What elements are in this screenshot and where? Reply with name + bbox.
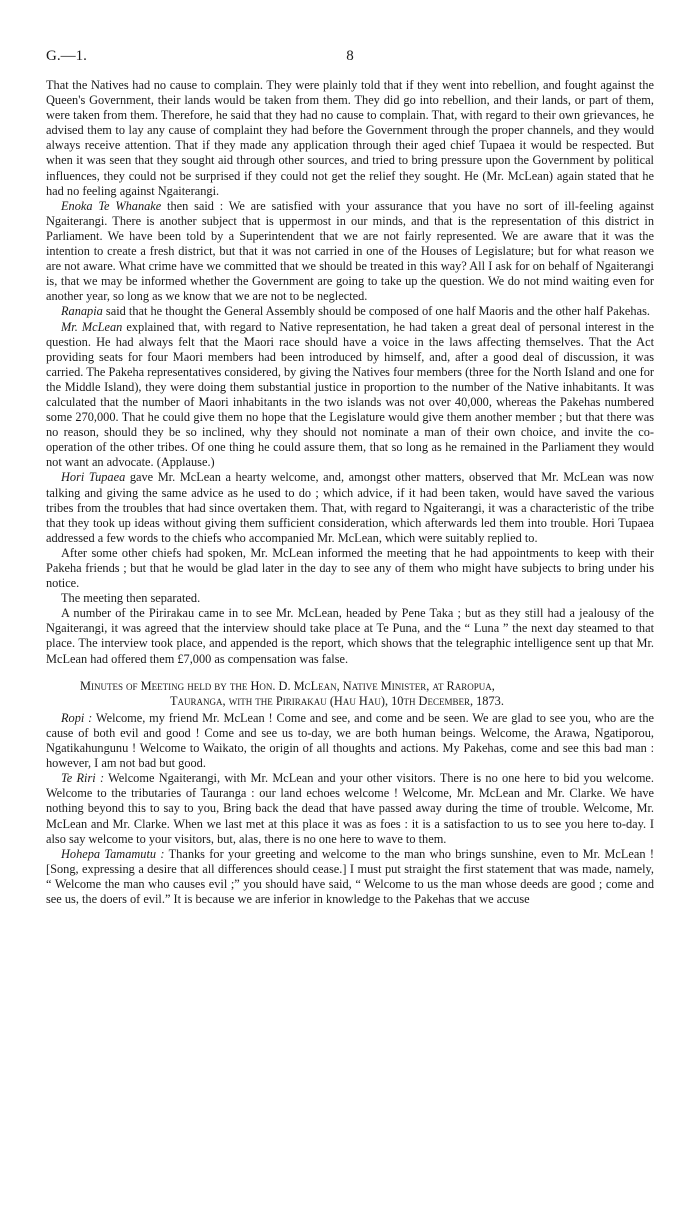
speaker-name: Mr. McLean [61,319,123,334]
minutes-paragraph: Hohepa Tamamutu : Thanks for your greeting and welcome to the man who brings sunshine, even to Mr. McLean ! [Song, expressing a desire that all differences should cease.] I must put straight the first statement that was made, namely, “ Welcome the man who causes evil ;” you should have said, “ Welcome to us the man whose deeds are good ; come and see us, the doers of evil.” It is because we are inferior in knowledge to the Pakehas that we accuse [46,846,654,906]
paragraph: A number of the Pirirakau came in to see Mr. McLean, headed by Pene Taka ; but as they still had a jealousy of the Ngaiterangi, it was agreed that the interview should take place at Te Puna, and the “ Luna ” the next day steamed to that place. The interview took place, and appended is the report, which shows that the telegraphic intelligence sent up that Mr. McLean had offered them £7,000 as compensation was false. [46,606,654,666]
document-body [46,78,654,907]
minutes-heading-line: Tauranga, with the Pirirakau (Hau Hau), 10th December, 1873. [170,693,504,708]
minutes-paragraph: Te Riri : Welcome Ngaiterangi, with Mr. McLean and your other visitors. There is no one here to bid you welcome. Welcome to the tributaries of Tauranga : our land echoes welcome ! Welcome, Mr. McLean and Mr. Clarke. We have nothing beyond this to say to you, Bring back the dead that have passed away during the time of trouble. Welcome, Mr. McLean and Mr. Clarke. When we last met at this place it was as foes : it is a satisfaction to us to see you here to-day. I also say welcome to your visitors, but, alas, there is no one here to wave to them. [46,771,654,846]
speaker-name: Hori Tupaea [61,470,126,485]
page-header [46,48,654,78]
minutes-paragraph: Ropi : Welcome, my friend Mr. McLean ! Come and see, and come and be seen. We are glad to see you, who are the cause of both evil and good ! Come and see us to-day, we are both human beings. Welcome, the Arawa, Ngatiporou, Ngatikahungunu ! Welcome to Waikato, the origin of all thoughts and actions. My Pakehas, come and see this bad man : however, I am not bad but good. [46,710,655,771]
speaker-name: Enoka Te Whanake [61,198,162,213]
speaker-name: Ranapia [61,304,103,319]
speaker-name: Ropi : [61,710,93,725]
paragraph: That the Natives had no cause to complain. They were plainly told that if they went into rebellion, and fought against the Queen's Government, their lands would be taken from them. They did go into rebellion, and their lands, or part of them, were taken from them. Therefore, he said that they had no cause to complain. That, with regard to their own grievances, he advised them to lay any cause of complaint they had before the Government through the proper channels, and they would always receive attention. That if they made any application through their aged chief Tupaea it would be respected. But when it was seen that they sought aid through other sources, and tried to bring pressure upon the Government by political influences, they could not be surprised if they could not get the relief they sought. He (Mr. McLean) again stated that he had no feeling against Ngaiterangi. [46,78,654,198]
page-number: 8 [346,48,354,64]
paragraph: After some other chiefs had spoken, Mr. McLean informed the meeting that he had appointments to keep with their Pakeha friends ; but that he would be glad later in the day to see any of them who might have subjects to bring under his notice. [46,545,654,591]
minutes-heading [46,679,654,709]
speaker-name: Hohepa Tamamutu : [61,846,165,861]
speaker-name: Te Riri : [61,771,105,786]
paragraph: Enoka Te Whanake then said : We are satisfied with your assurance that you have no sort of ill-feeling against Ngaiterangi. There is another subject that is uppermost in our minds, and that is the representation of this district in Parliament. We have been told by a Superintendent that we are not fairly represented. We are aware that it was the intention to create a fresh district, but that it was not carried in one of the Houses of Legislature; but for what reason we are not aware. What crime have we committed that we should be treated in this way? All I ask for on behalf of Ngaiterangi is, that we may be informed whether the Government are going to take up the question. We do not mind waiting even for another year, so long as we know that we are not to be neglected. [46,198,654,304]
paragraph: The meeting then separated. [61,591,201,606]
paragraph: Hori Tupaea gave Mr. McLean a hearty welcome, and, amongst other matters, observed that Mr. McLean was now talking and giving the same advice as he used to do ; which advice, if it had been taken, would have saved the various tribes from the troubles that had since overtaken them. That, with regard to Ngaiterangi, it was a characteristic of the tribe that they took up ideas without giving them sufficient consideration, which afterwards led them into trouble. Hori Tupaea addressed a few words to the chiefs who accompanied Mr. McLean, which were suitably replied to. [46,470,654,545]
document-reference: G.—1. [46,48,87,64]
paragraph: Mr. McLean explained that, with regard to Native representation, he had taken a great deal of personal interest in the question. He had always felt that the Maori race should have a voice in the laws affecting themselves. That the Act providing seats for four Maori members had been introduced by himself, and, after a good deal of discussion, it was carried. The Pakeha representatives considered, by giving the Natives four members (three for the North Island and one for the Middle Island), they were doing them substantial justice in proportion to the number of the Native inhabitants. It was calculated that the number of Maori inhabitants in the two islands was not over 40,000, whereas the Pakehas numbered some 270,000. That he could give them no hope that the Legislature would give them another member ; but that there was no reason, should they be so inclined, why they should not nominate a man of their own choice, and invite the co-operation of the other tribes. Of one thing he could assure them, that so long as he remained in the Parliament they would not want an advocate. (Applause.) [46,319,655,470]
paragraph: Ranapia said that he thought the General Assembly should be composed of one half Maoris and the other half Pakehas. [61,304,650,319]
minutes-heading-line: Minutes of Meeting held by the Hon. D. McLean, Native Minister, at Raropua, [80,678,495,693]
